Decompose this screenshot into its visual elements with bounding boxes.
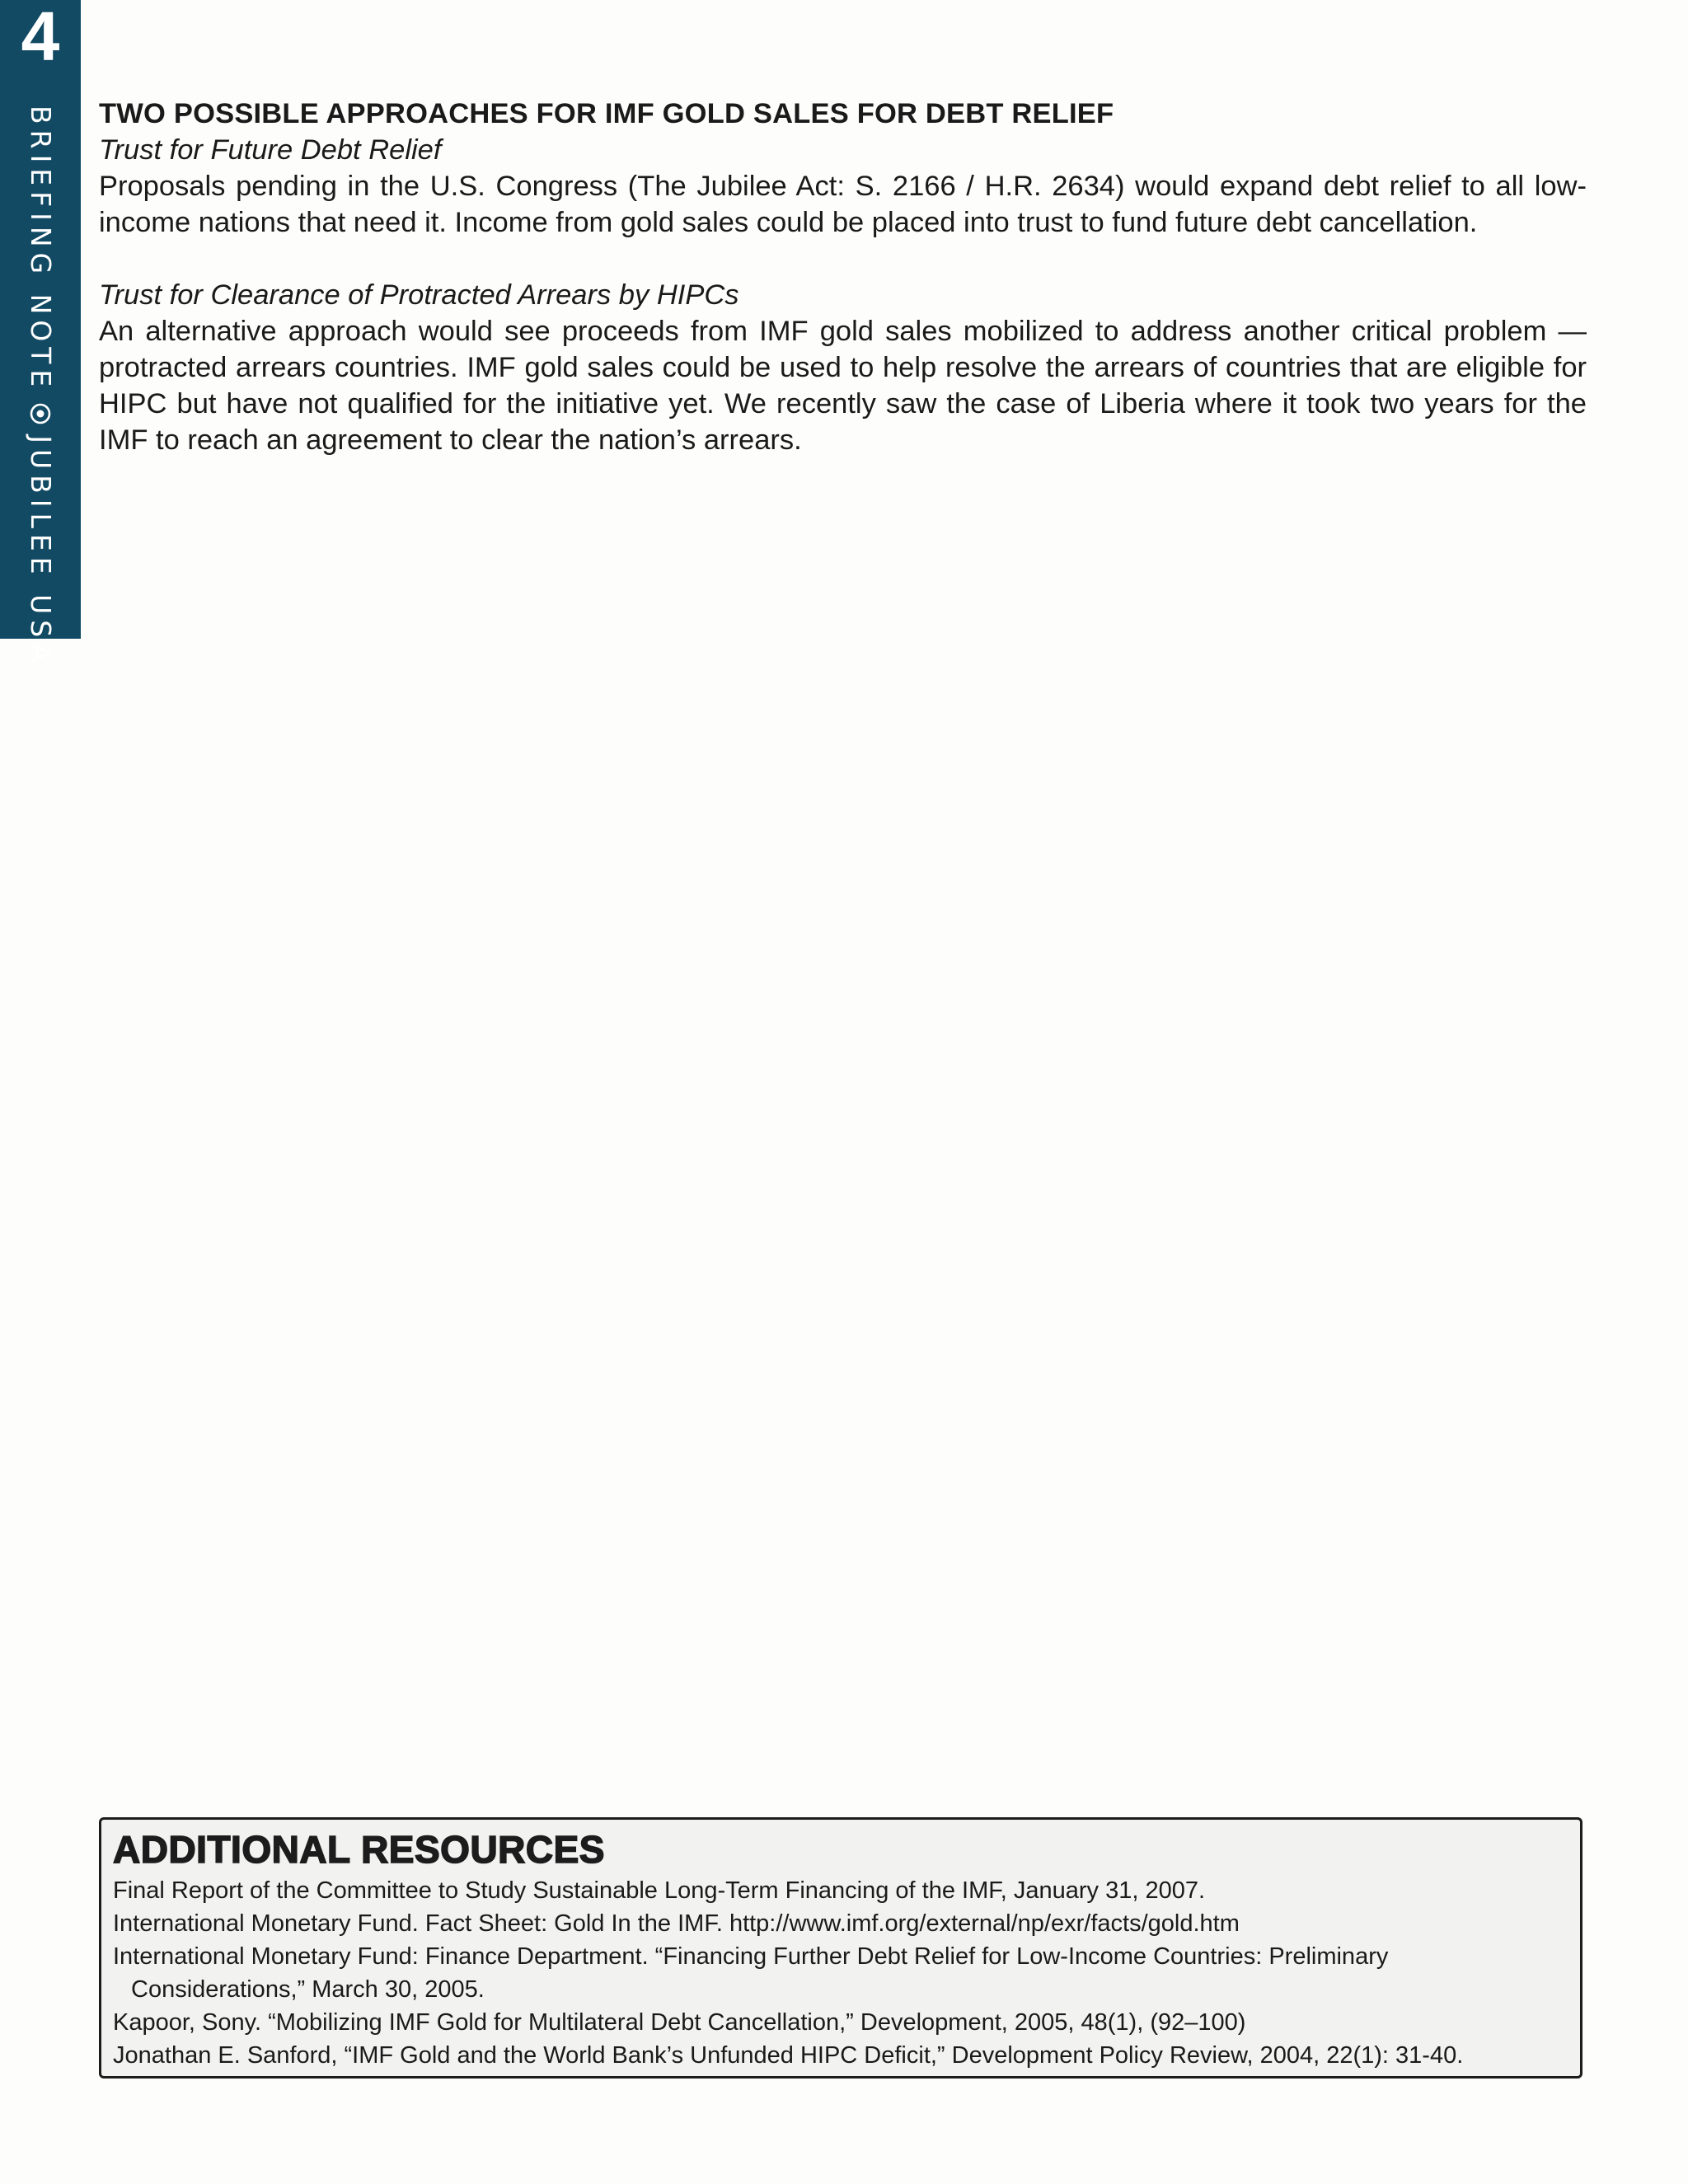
additional-resources-title: ADDITIONAL RESOURCES	[113, 1828, 605, 1871]
resource-item: International Monetary Fund: Finance Department. “Financing Further Debt Relief for Low-Income Countries: Preliminary Considerations,” March 30, 2005.	[113, 1943, 1389, 2003]
subhead-protracted-arrears: Trust for Clearance of Protracted Arrears by HIPCs	[99, 279, 739, 311]
paragraph-future-debt-relief: Proposals pending in the U.S. Congress (The Jubilee Act: S. 2166 / H.R. 2634) would expand debt relief to all low-income nations that need it. Income from gold sales could be placed into trust to fund future debt cancellation.	[99, 171, 1587, 238]
side-label-jubilee-usa: JUBILEE USA	[25, 435, 57, 668]
section-heading: TWO POSSIBLE APPROACHES FOR IMF GOLD SALES FOR DEBT RELIEF	[99, 98, 1114, 129]
resources-list	[113, 1874, 1568, 2072]
resource-item: International Monetary Fund. Fact Sheet: Gold In the IMF. http://www.imf.org/external/np/exr/facts/gold.htm	[113, 1910, 1240, 1937]
paragraph-spacer	[99, 241, 1587, 277]
additional-resources-box	[99, 1817, 1582, 2079]
side-label	[24, 105, 57, 668]
resource-item: Jonathan E. Sanford, “IMF Gold and the World Bank’s Unfunded HIPC Deficit,” Development Policy Review, 2004, 22(1): 31-40.	[113, 2042, 1464, 2069]
side-tab	[0, 0, 81, 668]
target-bullet-icon	[29, 402, 52, 425]
paragraph-protracted-arrears: An alternative approach would see proceeds from IMF gold sales mobilized to address another critical problem — protracted arrears countries. IMF gold sales could be used to help resolve the arrears of countries that are eligible for HIPC but have not qualified for the initiative yet. We recently saw the case of Liberia where it took two years for the IMF to reach an agreement to clear the nation’s arrears.	[99, 316, 1587, 456]
main-content	[99, 96, 1587, 458]
page-number: 4	[21, 0, 60, 75]
side-label-briefing-note: BRIEFING NOTE	[25, 105, 57, 393]
subhead-future-debt-relief: Trust for Future Debt Relief	[99, 134, 442, 166]
resource-item: Kapoor, Sony. “Mobilizing IMF Gold for Multilateral Debt Cancellation,” Development, 2005, 48(1), (92–100)	[113, 2009, 1246, 2036]
resource-item: Final Report of the Committee to Study Sustainable Long-Term Financing of the IMF, January 31, 2007.	[113, 1877, 1206, 1904]
